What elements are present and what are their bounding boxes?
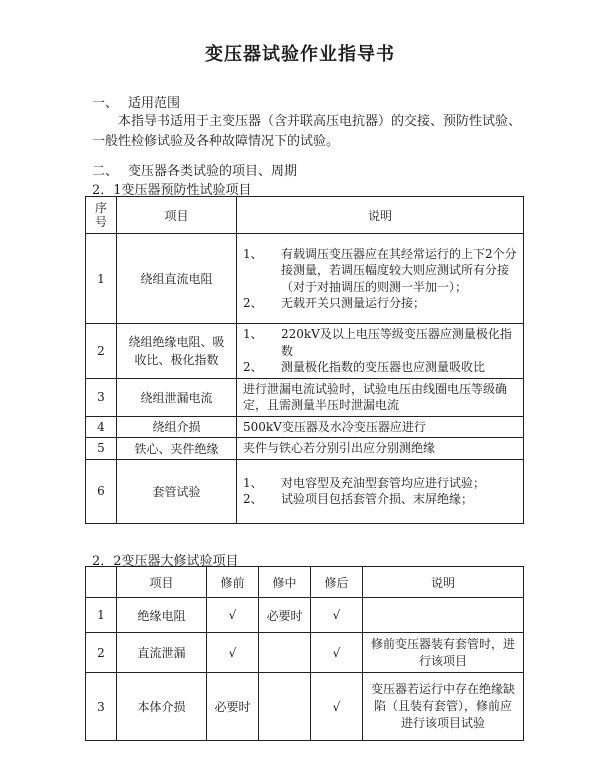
row-after: √ (311, 598, 363, 633)
item-text: 对电容型及充油型套管均应进行试验； (281, 475, 486, 490)
row-number: 2 (86, 324, 117, 379)
row-number: 3 (86, 378, 117, 416)
document-title: 变压器试验作业指导书 (205, 44, 395, 65)
item-index: 1、 (243, 327, 263, 341)
description-item (243, 246, 517, 296)
header-during: 修中 (259, 567, 311, 598)
description-item (243, 326, 517, 359)
item-text: 夹件与铁心若分别引出应分别测绝缘 (243, 441, 436, 455)
row-item: 绕组直流电阻 (117, 234, 237, 324)
header-no: 序号 (86, 197, 117, 234)
item-text: 无载开关只测量运行分接； (281, 296, 426, 310)
section1-heading (92, 92, 180, 111)
preventive-test-table (85, 196, 524, 524)
table-row (86, 598, 524, 633)
row-description (237, 378, 524, 416)
section1-paragraph: 本指导书适用于主变压器（含并联高压电抗器）的交接、预防性试验、一般性检修试验及各种故障情况下的试验。 (92, 114, 522, 149)
subsection-2-2-heading: 2．2变压器大修试验项目 (92, 554, 239, 569)
row-number: 3 (86, 673, 117, 741)
row-during: 必要时 (259, 598, 311, 633)
item-text: 进行泄漏电流试验时，试验电压由线圈电压等级确定，且需测量半压时泄漏电流 (243, 381, 508, 412)
row-description: 修前变压器装有套管时，进行该项目 (363, 633, 524, 673)
header-no (86, 567, 117, 598)
item-text: 试验项目包括套管介损、末屏绝缘； (281, 492, 474, 506)
row-number: 4 (86, 416, 117, 438)
description-item (243, 359, 517, 376)
table-row (86, 416, 524, 438)
row-number: 5 (86, 438, 117, 460)
row-item: 直流泄漏 (117, 633, 207, 673)
row-description: 变压器若运行中存在绝缘缺陷（且装有套管），修前应进行该项目试验 (363, 673, 524, 741)
row-before: √ (207, 598, 259, 633)
subsection-2-1-heading: 2．1变压器预防性试验项目 (92, 183, 252, 198)
description-item (243, 491, 517, 508)
table-row (86, 324, 524, 379)
row-during (259, 633, 311, 673)
row-item: 绕组介损 (117, 416, 237, 438)
table-row (86, 459, 524, 523)
item-text: 500kV变压器及水冷变压器应进行 (243, 419, 426, 434)
row-before: √ (207, 633, 259, 673)
section2-title: 变压器各类试验的项目、周期 (128, 164, 298, 179)
description-item (243, 475, 517, 492)
item-index: 1、 (243, 475, 263, 490)
item-index: 1、 (243, 246, 263, 261)
header-before: 修前 (207, 567, 259, 598)
row-item: 绕组绝缘电阻、吸收比、极化指数 (117, 324, 237, 379)
item-text: 220kV及以上电压等级变压器应测量极化指数 (281, 327, 512, 358)
header-desc: 说明 (237, 197, 524, 234)
row-during (259, 673, 311, 741)
table-row (86, 378, 524, 416)
row-description (363, 598, 524, 633)
row-after: √ (311, 633, 363, 673)
header-item: 项目 (117, 567, 207, 598)
table-header-row (86, 197, 524, 234)
overhaul-test-table (85, 566, 524, 741)
row-number: 6 (86, 459, 117, 523)
row-after: √ (311, 673, 363, 741)
section1-number: 一、 (92, 96, 119, 111)
row-item: 铁心、夹件绝缘 (117, 438, 237, 460)
item-text: 有载调压变压器应在其经常运行的上下2个分接测量，若调压幅度较大则应测试所有分接（对于对抽调压的则测一半加一）； (281, 246, 517, 294)
row-description (237, 438, 524, 460)
section2-number: 二、 (92, 164, 119, 179)
table-row (86, 633, 524, 673)
item-index: 2、 (243, 296, 263, 310)
row-item: 绝缘电阻 (117, 598, 207, 633)
header-desc: 说明 (363, 567, 524, 598)
row-description (237, 234, 524, 324)
description-item (243, 295, 517, 312)
item-index: 2、 (243, 360, 263, 374)
item-text: 测量极化指数的变压器也应测量吸收比 (281, 360, 486, 374)
row-item: 绕组泄漏电流 (117, 378, 237, 416)
row-description (237, 324, 524, 379)
table-row (86, 234, 524, 324)
row-item: 套管试验 (117, 459, 237, 523)
section2-heading (92, 160, 297, 179)
row-description (237, 459, 524, 523)
table-row (86, 438, 524, 460)
header-after: 修后 (311, 567, 363, 598)
row-number: 2 (86, 633, 117, 673)
row-before: 必要时 (207, 673, 259, 741)
table-row (86, 673, 524, 741)
row-number: 1 (86, 598, 117, 633)
row-number: 1 (86, 234, 117, 324)
header-item: 项目 (117, 197, 237, 234)
table-header-row (86, 567, 524, 598)
row-item: 本体介损 (117, 673, 207, 741)
section1-title: 适用范围 (128, 96, 181, 111)
row-description (237, 416, 524, 438)
item-index: 2、 (243, 492, 263, 506)
